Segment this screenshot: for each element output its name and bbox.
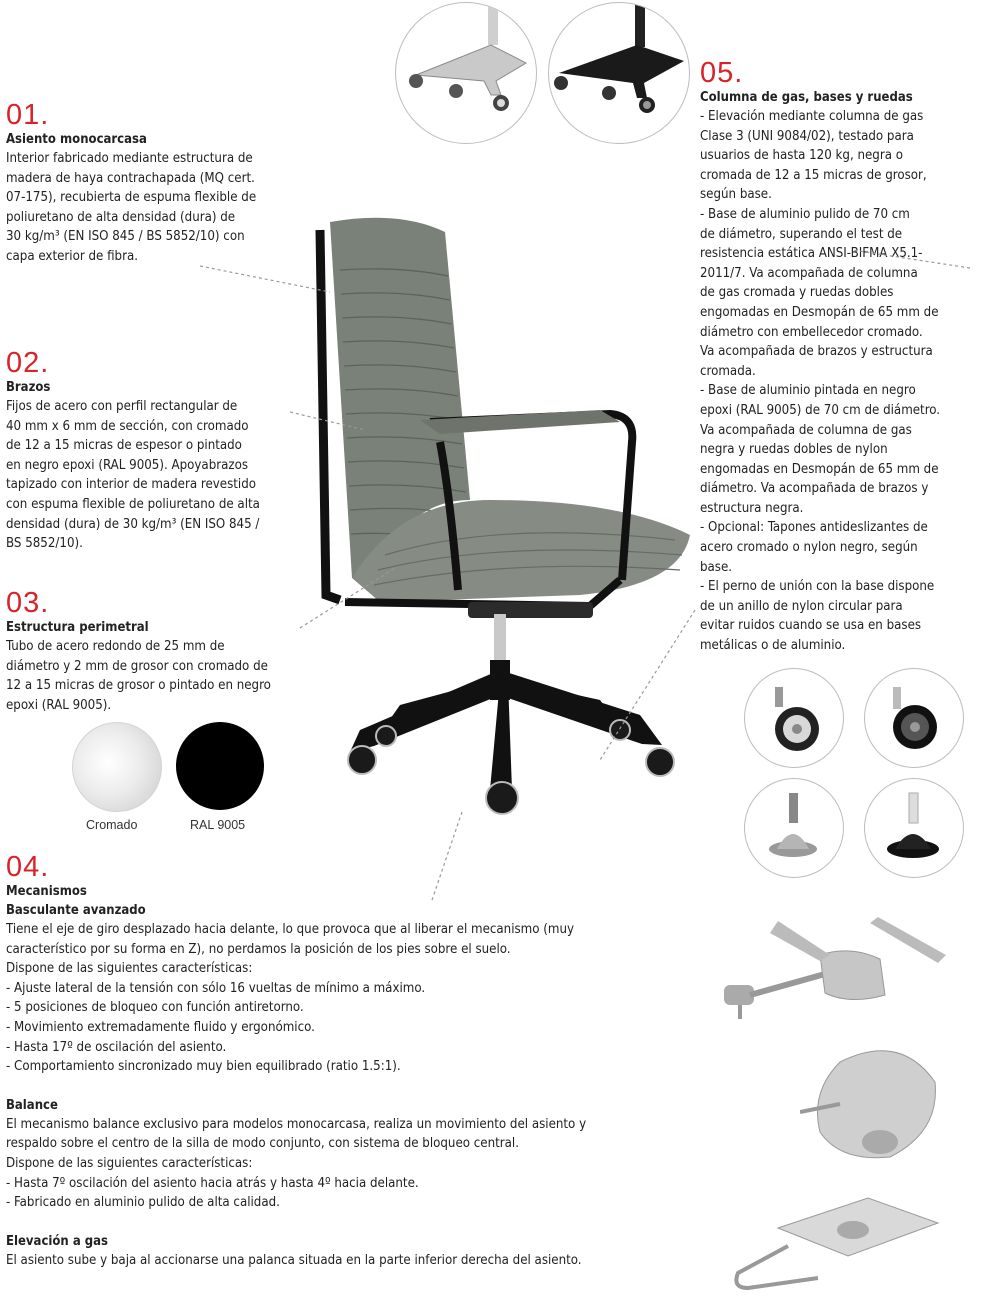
section-number: 02. bbox=[6, 347, 50, 379]
glide-icon bbox=[865, 779, 963, 877]
section-title: Brazos bbox=[6, 380, 51, 395]
subsection-title: Balance bbox=[6, 1097, 58, 1113]
section-text: - Elevación mediante columna de gas Clase 3 (UNI 9084/02), testado para usuarios de hasta 120 kg, negra o cromada de 12 a 15 micras de grosor, según base. - Base de aluminio pulido de 70 cm de diámetro, superando el test de resistencia estática ANSI-BIFMA X5.1- 2011/7. Va acompañada de columna de gas cromada y ruedas dobles engomadas en Desmopán de 65 mm de diámetro con embellecedor cromado. Va acompañada de brazos y estructura cromada. - Base de aluminio pintada en negro epoxi (RAL 9005) de 70 cm de diámetro. Va acompañada de columna de gas negra y ruedas dobles de nylon engomadas en Desmopán de 65 mm de diámetro. Va acompañada de brazos y estructura negra. - Opcional: Tapones antideslizantes de acero cromado o nylon negro, según base. - El perno de unión con la base dispone de un anillo de nylon circular para evitar ruidos cuando se usa en bases metálicas o de aluminio. bbox=[700, 109, 941, 654]
section-title: Mecanismos bbox=[6, 884, 87, 899]
subsection-title: Elevación a gas bbox=[6, 1233, 109, 1249]
section-number: 04. bbox=[6, 851, 50, 883]
section-title: Estructura perimetral bbox=[6, 620, 149, 635]
gas-lift-mechanism-image bbox=[728, 1188, 943, 1296]
chrome-glide-detail bbox=[744, 778, 844, 878]
section-number: 01. bbox=[6, 99, 50, 131]
chrome-swatch-label: Cromado bbox=[86, 818, 138, 832]
section-title: Asiento monocarcasa bbox=[6, 132, 147, 147]
balance-mechanism-image bbox=[800, 1042, 950, 1167]
caster-wheel-icon bbox=[865, 669, 963, 767]
subsection-text: El asiento sube y baja al accionarse una palanca situada en la parte inferior derecha del asiento. bbox=[6, 1252, 582, 1268]
section-title: Columna de gas, bases y ruedas bbox=[700, 90, 913, 105]
caster-wheel-icon bbox=[745, 669, 843, 767]
black-glide-detail bbox=[864, 778, 964, 878]
black-caster-detail bbox=[864, 668, 964, 768]
tilt-mechanism-image bbox=[720, 915, 950, 1025]
section-text: Fijos de acero con perfil rectangular de 40 mm x 6 mm de sección, con cromado de 12 a 15 micras de espesor o pintado en negro epoxi (RAL 9005). Apoyabrazos tapizado con interior de madera revestido con espuma flexible de poliuretano de alta densidad (dura) de 30 kg/m³ (EN ISO 845 / BS 5852/10). bbox=[6, 399, 260, 552]
subsection-text: Tiene el eje de giro desplazado hacia delante, lo que provoca que al liberar el mecanismo (muy característico por su forma en Z), no perdamos la posición de los pies sobre el suelo. Dispone de las siguientes características: - Ajuste lateral de la tensión con sólo 16 vueltas de mínimo a máximo. - 5 posiciones de bloqueo con función antiretorno. - Movimiento extremadamente fluido y ergonómico. - Hasta 17º de oscilación del asiento. - Comportamiento sincronizado muy bien equilibrado (ratio 1.5:1). bbox=[6, 922, 574, 1075]
section-text: Interior fabricado mediante estructura de madera de haya contrachapada (MQ cert. 07-175), recubierta de espuma flexible de poliuretano de alta densidad (dura) de 30 kg/m³ (EN ISO 845 / BS 5852/10) con capa exterior de fibra. bbox=[6, 151, 257, 264]
subsection-title: Basculante avanzado bbox=[6, 903, 146, 918]
section-number: 05. bbox=[700, 57, 744, 89]
subsection-text: El mecanismo balance exclusivo para modelos monocarcasa, realiza un movimiento del asiento y respaldo sobre el centro de la silla de modo conjunto, con sistema de bloqueo central. Dispone de las siguientes características: - Hasta 7º oscilación del asiento hacia atrás y hasta 4º hacia delante. - Fabricado en aluminio pulido de alta calidad. bbox=[6, 1116, 587, 1211]
black-swatch-label: RAL 9005 bbox=[190, 818, 246, 832]
section-text: Tubo de acero redondo de 25 mm de diámetro y 2 mm de grosor con cromado de 12 a 15 micras de grosor o pintado en negro epoxi (RAL 9005). bbox=[6, 639, 271, 713]
section-number: 03. bbox=[6, 587, 50, 619]
chrome-caster-detail bbox=[744, 668, 844, 768]
glide-icon bbox=[745, 779, 843, 877]
